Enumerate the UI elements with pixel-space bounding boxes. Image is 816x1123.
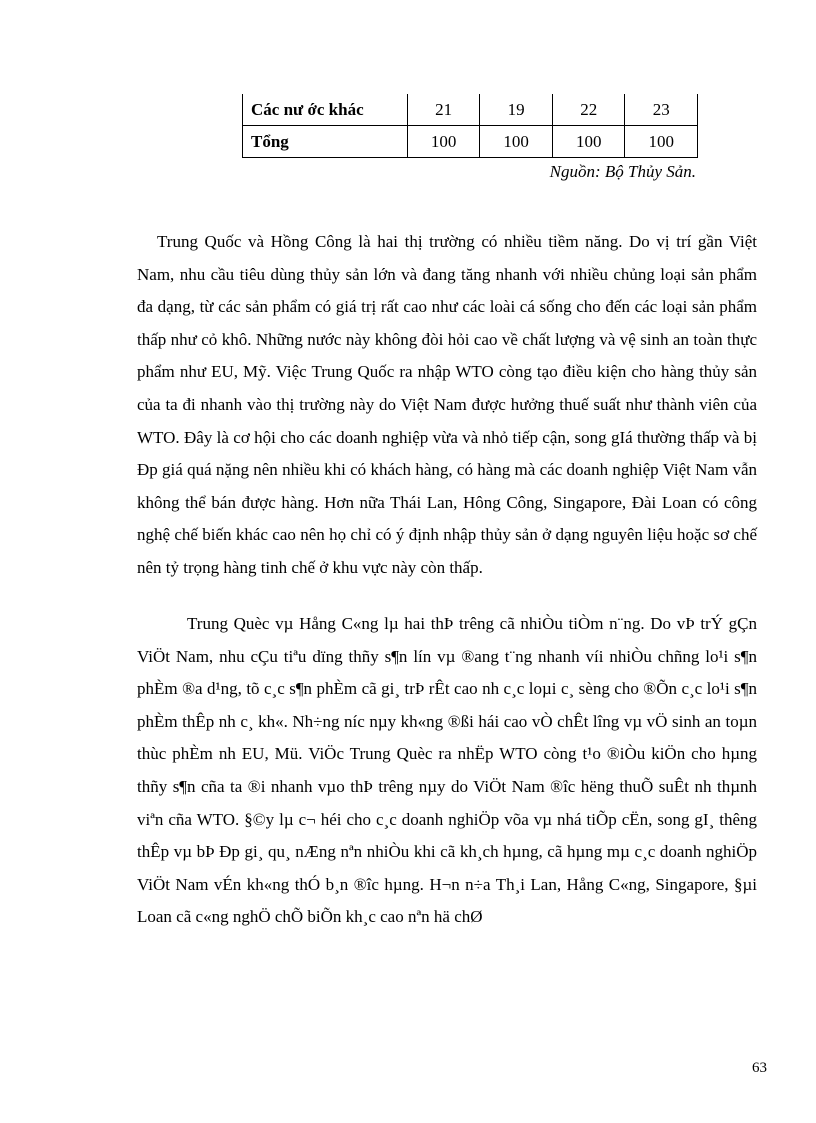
table-cell-label: Tổng <box>243 126 408 158</box>
table-row <box>243 126 698 158</box>
table-cell: 100 <box>625 126 698 158</box>
table-cell: 23 <box>625 94 698 126</box>
table-cell: 100 <box>552 126 625 158</box>
table-cell: 100 <box>407 126 480 158</box>
data-table <box>242 94 698 158</box>
table-row <box>243 94 698 126</box>
table-source: Nguồn: Bộ Thủy Sản. <box>549 162 696 181</box>
table-cell: 100 <box>480 126 553 158</box>
body-paragraph: Trung Quốc và Hồng Công là hai thị trường có nhiều tiềm năng. Do vị trí gần Việt Nam, nhu cầu tiêu dùng thủy sản lớn và đang tăng nhanh với nhiều chủng loại sản phẩm đa dạng, từ các sản phẩm có giá trị rất cao như các loài cá sống cho đến các loại sản phẩm thấp như cỏ khô. Những nước này không đòi hỏi cao về chất lượng và vệ sinh an toàn thực phẩm như EU, Mỹ. Việc Trung Quốc ra nhập WTO còng tạo điều kiện cho hàng thủy sản của ta đi nhanh vào thị trường này do Việt Nam được hưởng thuế suất như thành viên của WTO. Đây là cơ hội cho các doanh nghiệp vừa và nhỏ tiếp cận, song gIá thường thấp và bị Ðp giá quá nặng nên nhiều khi có khách hàng, có hàng mà các doanh nghiệp Việt Nam vẫn không thể bán được hàng. Hơn nữa Thái Lan, Hông Công, Singapore, Đài Loan có công nghệ chế biến khác cao nên họ chỉ có ý định nhập thủy sản ở dạng nguyên liệu hoặc sơ chế nên tỷ trọng hàng tinh chế ở khu vực này còn thấp. <box>137 232 757 577</box>
table-cell: 21 <box>407 94 480 126</box>
table-cell-label: Các nư ớc khác <box>243 94 408 126</box>
page-number: 63 <box>752 1060 767 1076</box>
table-cell: 22 <box>552 94 625 126</box>
table-cell: 19 <box>480 94 553 126</box>
body-paragraph-legacy-encoding: Trung Quèc vµ Hång C«ng lµ hai thÞ trêng cã nhiÒu tiÒm n¨ng. Do vÞ trÝ gÇn ViÖt Nam, nhu cÇu tiªu dïng thñy s¶n lín vµ ®ang t¨ng nhanh víi nhiÒu chñng lo¹i s¶n phÈm ®a d¹ng, tõ c¸c s¶n phÈm cã gi¸ trÞ rÊt cao nh c¸c loµi c¸ sèng cho ®Õn c¸c lo¹i s¶n phÈm thÊp nh c¸ kh«. Nh÷ng níc nµy kh«ng ®ßi hái cao vÒ chÊt lîng vµ vÖ sinh an toµn thùc phÈm nh EU, Mü. ViÖc Trung Quèc ra nhËp WTO còng t¹o ®iÒu kiÖn cho hµng thñy s¶n cña ta ®i nhanh vµo thÞ trêng nµy do ViÖt Nam ®îc hëng thuÕ suÊt nh thµnh viªn cña WTO. §©y lµ c¬ héi cho c¸c doanh nghiÖp võa vµ nhá tiÕp cËn, song gI¸ thêng thÊp vµ bÞ Ðp gi¸ qu¸ nÆng nªn nhiÒu khi cã kh¸ch hµng, cã hµng mµ c¸c doanh nghiÖp ViÖt Nam vÉn kh«ng thÓ b¸n ®îc hµng. H¬n n÷a Th¸i Lan, Hång C«ng, Singapore, §µi Loan cã c«ng nghÖ chÕ biÕn kh¸c cao nªn hä chØ <box>137 614 757 927</box>
